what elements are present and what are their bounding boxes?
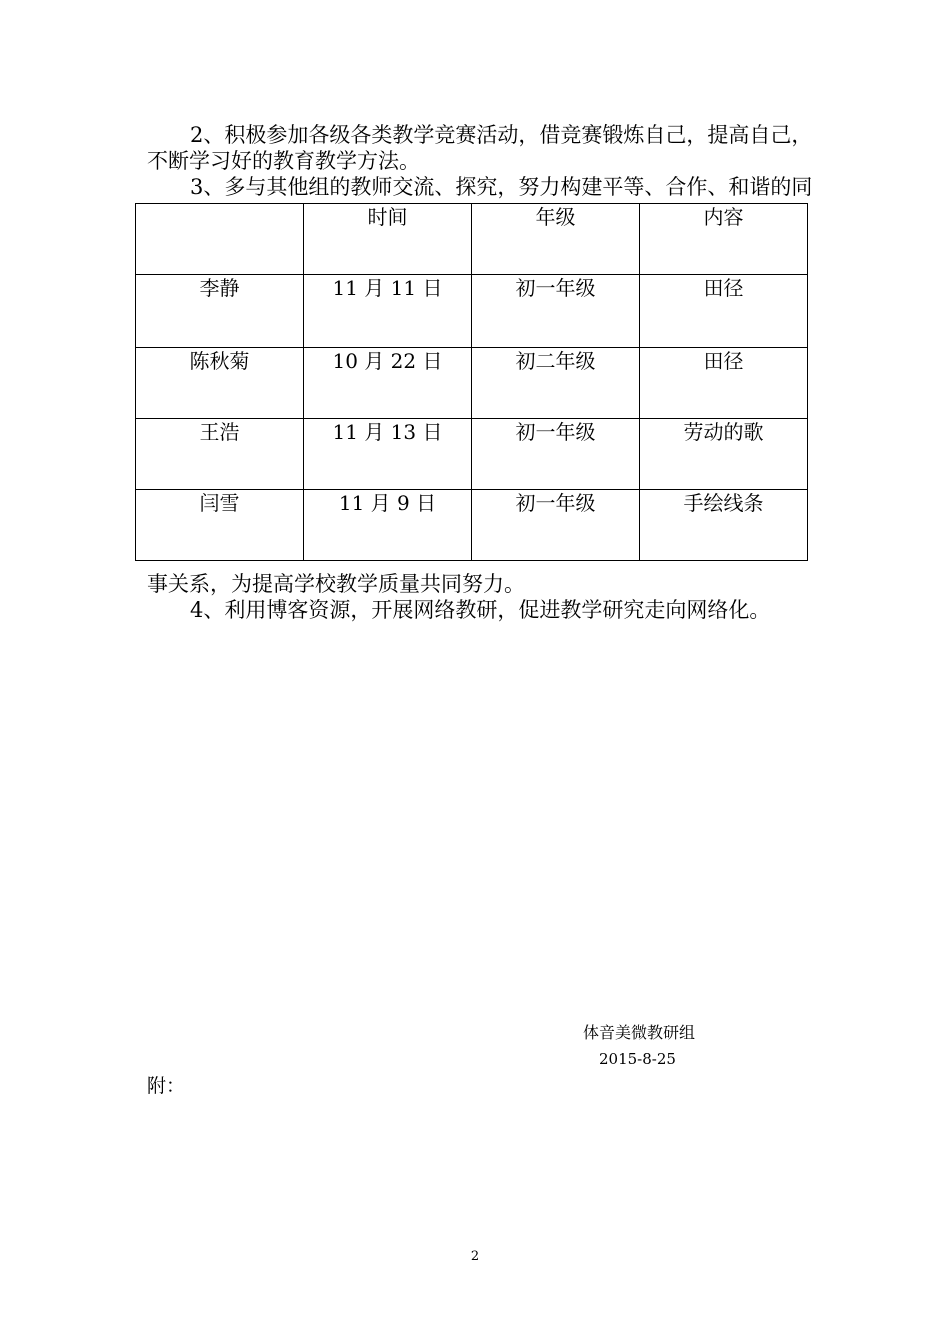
- table-row: [136, 348, 808, 419]
- table-row: [136, 275, 808, 348]
- header-cell-name: [136, 204, 304, 275]
- table-cell-name: 王浩: [136, 419, 304, 490]
- table-cell-grade: 初二年级: [472, 348, 640, 419]
- page-number: 2: [470, 1249, 480, 1264]
- header-cell-time: 时间: [304, 204, 472, 275]
- table-cell-grade: 初一年级: [472, 490, 640, 561]
- table-cell-name: 闫雪: [136, 490, 304, 561]
- table-row: [136, 419, 808, 490]
- table-row: [136, 490, 808, 561]
- attachment-label: 附：: [147, 1075, 186, 1097]
- signature-group: 体音美微教研组: [583, 1023, 696, 1042]
- header-cell-content: 内容: [640, 204, 808, 275]
- paragraph-3-line-2: 事关系，为提高学校教学质量共同努力。: [147, 572, 525, 596]
- table-cell-time: 11 月 13 日: [304, 419, 472, 490]
- schedule-table: [135, 203, 808, 561]
- table-cell-time: 11 月 9 日: [304, 490, 472, 561]
- signature-date: 2015-8-25: [599, 1050, 676, 1068]
- paragraph-4: 4、利用博客资源，开展网络教研，促进教学研究走向网络化。: [190, 598, 771, 622]
- table-cell-grade: 初一年级: [472, 275, 640, 348]
- table-cell-grade: 初一年级: [472, 419, 640, 490]
- table-header-row: [136, 204, 808, 275]
- table-cell-name: 李静: [136, 275, 304, 348]
- paragraph-2-line-1: 2、积极参加各级各类教学竞赛活动，借竞赛锻炼自己，提高自己，: [190, 123, 813, 147]
- table-cell-content: 田径: [640, 348, 808, 419]
- table-cell-time: 11 月 11 日: [304, 275, 472, 348]
- paragraph-2-line-2: 不断学习好的教育教学方法。: [147, 149, 420, 173]
- table-cell-content: 手绘线条: [640, 490, 808, 561]
- table-cell-content: 田径: [640, 275, 808, 348]
- paragraph-3-line-1: 3、多与其他组的教师交流、探究，努力构建平等、合作、和谐的同: [190, 175, 813, 199]
- table-cell-content: 劳动的歌: [640, 419, 808, 490]
- header-cell-grade: 年级: [472, 204, 640, 275]
- table-cell-time: 10 月 22 日: [304, 348, 472, 419]
- table-cell-name: 陈秋菊: [136, 348, 304, 419]
